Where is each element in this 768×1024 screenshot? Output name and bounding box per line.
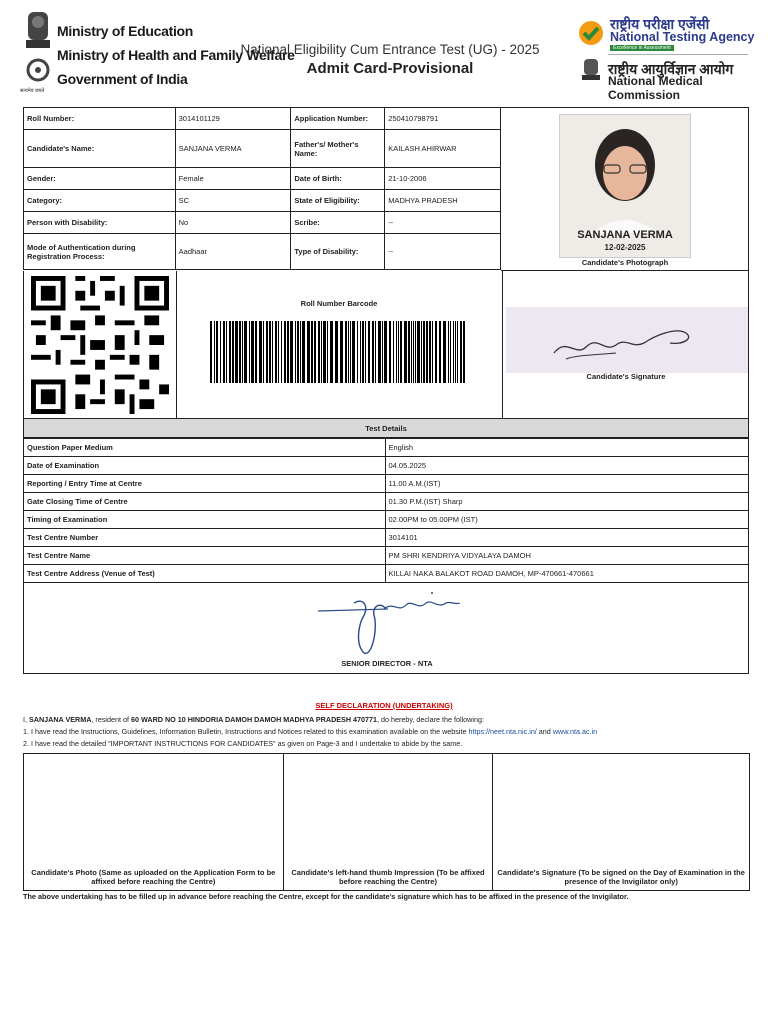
- qr-code: [30, 276, 170, 414]
- td-label: Test Centre Name: [24, 547, 386, 565]
- signature-caption: Candidate's Signature: [586, 372, 666, 381]
- gender-label: Gender:: [24, 168, 176, 190]
- parent-name-label: Father's/ Mother's Name:: [291, 130, 385, 168]
- ministry-health: Ministry of Health and Family Welfare: [57, 47, 295, 63]
- candidate-photo: [559, 114, 691, 258]
- state-value: MADHYA PRADESH: [385, 190, 501, 212]
- codes-row: [23, 271, 749, 419]
- footer-note: The above undertaking has to be filled up in advance before reaching the Centre, except for the candidate's signature which has to be affixed in the presence of the Invigilator.: [23, 892, 629, 901]
- roll-number-label: Roll Number:: [24, 108, 176, 130]
- test-details-table: [23, 438, 749, 583]
- government-of-india: Government of India: [57, 71, 188, 87]
- signature-affix-box: Candidate's Signature (To be signed on the Day of Examination in the presence of the Invigilator only): [493, 754, 750, 891]
- photo-name-stamp: SANJANA VERMA: [577, 229, 673, 241]
- scribe-value: --: [385, 212, 501, 234]
- category-value: SC: [175, 190, 291, 212]
- declaration-text: 1. I have read the Instructions, Guidelines, Information Bulletin, Instructions and Notices related to this examination available on the website: [23, 727, 469, 736]
- td-label: Test Centre Address (Venue of Test): [24, 565, 386, 583]
- candidate-signature-image: [506, 307, 748, 373]
- td-value: 11.00 A.M.(IST): [385, 475, 749, 493]
- nmc-emblem-icon: [580, 57, 602, 87]
- codes-divider: [502, 271, 503, 418]
- candidate-info-table: [23, 107, 501, 270]
- declaration-line-1: [23, 714, 753, 726]
- td-value: 01.30 P.M.(IST) Sharp: [385, 493, 749, 511]
- nta-hindi-name: राष्ट्रीय परीक्षा एजेंसी: [610, 16, 710, 32]
- disability-type-label: Type of Disability:: [291, 234, 385, 270]
- test-details-heading: Test Details: [23, 419, 749, 438]
- barcode-caption: Roll Number Barcode: [300, 299, 378, 308]
- thumb-impression-box: Candidate's left-hand thumb Impression (To be affixed before reaching the Centre): [283, 754, 493, 891]
- declaration-text: , do hereby, declare the following:: [377, 715, 484, 724]
- nta-website-link[interactable]: www.nta.ac.in: [552, 727, 598, 736]
- declaration-line-3: 2. I have read the detailed "IMPORTANT INSTRUCTIONS FOR CANDIDATES" as given on Page-3 and I undertake to abide by the same.: [23, 739, 463, 748]
- auth-mode-value: Aadhaar: [175, 234, 291, 270]
- td-label: Date of Examination: [24, 457, 386, 475]
- declarant-address: 60 WARD NO 10 HINDORIA DAMOH DAMOH MADHYA PRADESH 470771: [131, 715, 378, 724]
- td-value: 02.00PM to 05.00PM (IST): [385, 511, 749, 529]
- declaration-text: , resident of: [91, 715, 131, 724]
- director-signature-image: [314, 589, 464, 659]
- state-label: State of Eligibility:: [291, 190, 385, 212]
- photo-caption: Candidate's Photograph: [581, 258, 669, 267]
- director-signature-cell: [23, 583, 749, 674]
- pwd-label: Person with Disability:: [24, 212, 176, 234]
- header-divider: [608, 54, 748, 55]
- declaration-heading: SELF DECLARATION (UNDERTAKING): [315, 701, 453, 710]
- declarant-name: SANJANA VERMA: [29, 715, 92, 724]
- candidate-name-value: SANJANA VERMA: [175, 130, 291, 168]
- candidate-name-label: Candidate's Name:: [24, 130, 176, 168]
- dob-value: 21-10-2006: [385, 168, 501, 190]
- td-value: PM SHRI KENDRIYA VIDYALAYA DAMOH: [385, 547, 749, 565]
- nta-tagline: Excellence in Assessment: [610, 45, 674, 51]
- application-number-label: Application Number:: [291, 108, 385, 130]
- td-value: English: [385, 439, 749, 457]
- td-label: Reporting / Entry Time at Centre: [24, 475, 386, 493]
- exam-title: National Eligibility Cum Entrance Test (UG) - 2025: [240, 42, 540, 57]
- scribe-label: Scribe:: [291, 212, 385, 234]
- affix-boxes-table: [23, 753, 750, 891]
- td-label: Timing of Examination: [24, 511, 386, 529]
- roll-number-value: 3014101129: [175, 108, 291, 130]
- gender-value: Female: [175, 168, 291, 190]
- td-label: Gate Closing Time of Centre: [24, 493, 386, 511]
- nmc-hindi-name: राष्ट्रीय आयुर्विज्ञान आयोग: [608, 61, 734, 77]
- declaration-text: and: [536, 727, 553, 736]
- td-value: 3014101: [385, 529, 749, 547]
- emblem-motto: सत्यमेव जयते: [20, 88, 45, 94]
- qr-cell: [24, 271, 177, 418]
- national-emblem-logo: [22, 8, 54, 98]
- photo-affix-box: Candidate's Photo (Same as uploaded on the Application Form to be affixed before reaching the Centre): [24, 754, 284, 891]
- td-label: Question Paper Medium: [24, 439, 386, 457]
- director-caption: SENIOR DIRECTOR - NTA: [341, 659, 433, 668]
- ministry-education: Ministry of Education: [57, 23, 194, 39]
- parent-name-value: KAILASH AHIRWAR: [385, 130, 501, 168]
- nta-english-name: National Testing Agency: [610, 30, 755, 44]
- td-value: 04.05.2025: [385, 457, 749, 475]
- neet-website-link[interactable]: https://neet.nta.nic.in/: [468, 727, 537, 736]
- pwd-value: No: [175, 212, 291, 234]
- declaration-text: I,: [23, 715, 29, 724]
- photo-date-stamp: 12-02-2025: [604, 243, 646, 252]
- td-value: KILLAI NAKA BALAKOT ROAD DAMOH, MP-470661-470661: [385, 565, 749, 583]
- auth-mode-label: Mode of Authentication during Registration Process:: [24, 234, 176, 270]
- declaration-line-2: [23, 726, 753, 738]
- category-label: Category:: [24, 190, 176, 212]
- nta-logo-icon: [578, 20, 604, 46]
- disability-type-value: --: [385, 234, 501, 270]
- photo-cell: [501, 107, 749, 271]
- application-number-value: 250410798791: [385, 108, 501, 130]
- td-label: Test Centre Number: [24, 529, 386, 547]
- admit-card-title: Admit Card-Provisional: [306, 60, 474, 77]
- dob-label: Date of Birth:: [291, 168, 385, 190]
- nmc-english-name: National Medical Commission: [608, 74, 703, 102]
- roll-barcode: [210, 321, 468, 383]
